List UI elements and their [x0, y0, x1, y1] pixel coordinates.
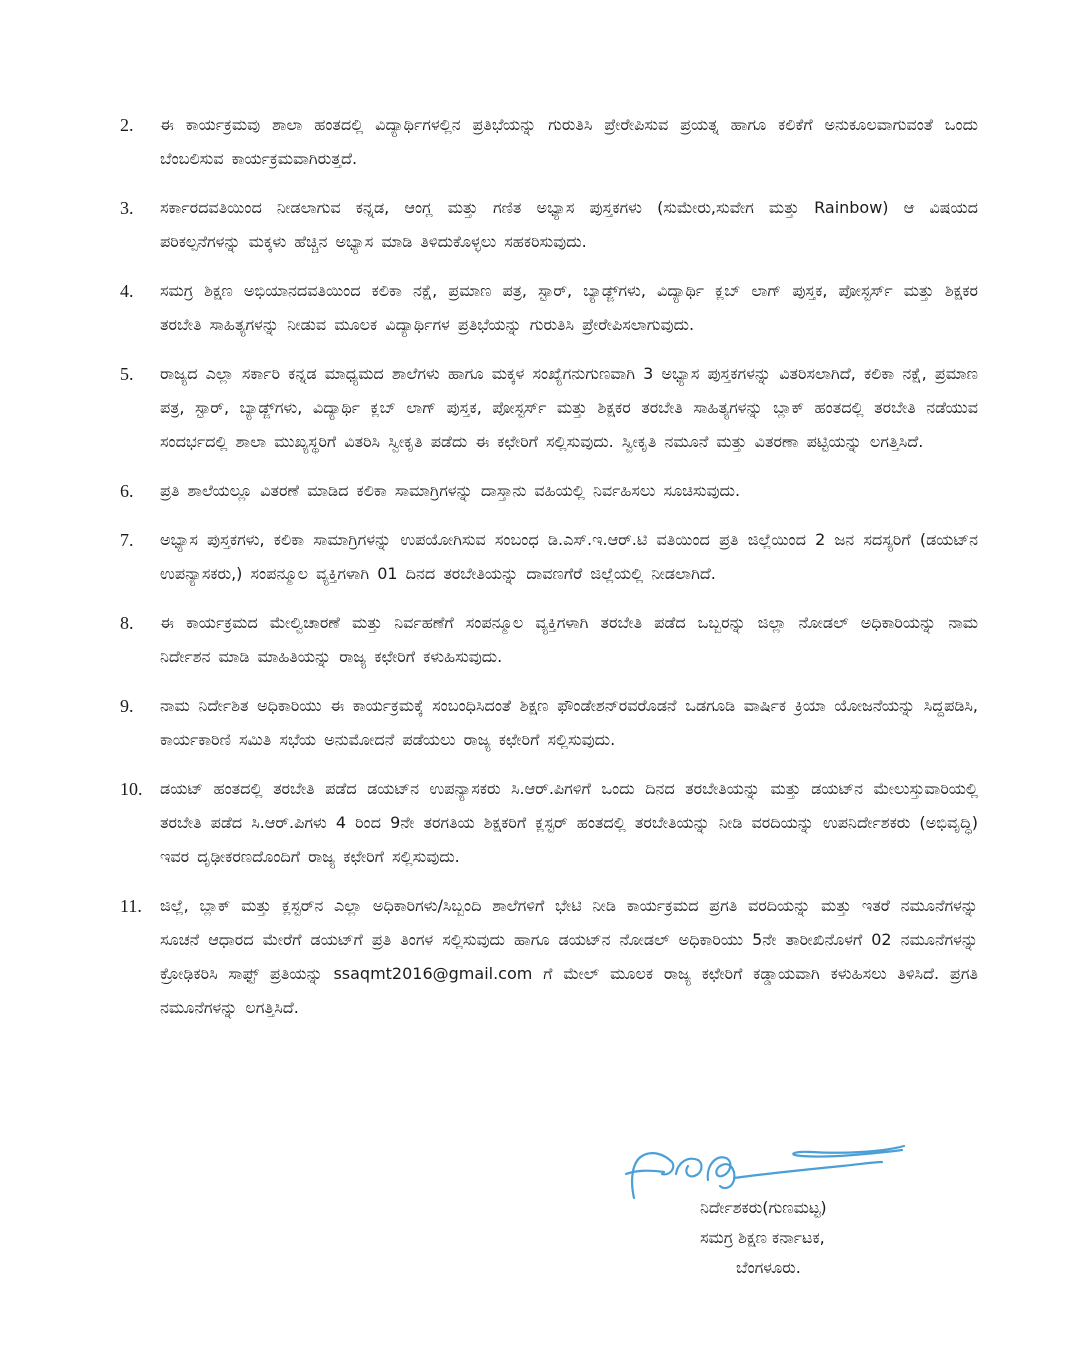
item-text: ಈ ಕಾರ್ಯಕ್ರಮದ ಮೇಲ್ವಿಚಾರಣೆ ಮತ್ತು ನಿರ್ವಹಣೆಗೆ ಸಂಪನ್ಮೂಲ ವ್ಯಕ್ತಿಗಳಾಗಿ ತರಬೇತಿ ಪಡೆದ ಒಬ್ಬರನ್ನು ಜಿಲ್ಲಾ ನೋಡಲ್ ಅಧಿಕಾರಿಯನ್ನು ನಾಮ ನಿರ್ದೇಶನ ಮಾಡಿ ಮಾಹಿತಿಯನ್ನು ರಾಜ್ಯ ಕಛೇರಿಗೆ ಕಳುಹಿಸುವುದು. [160, 613, 978, 666]
item-number: 10. [120, 779, 143, 799]
item-text: ಪ್ರತಿ ಶಾಲೆಯಲ್ಲೂ ವಿತರಣೆ ಮಾಡಿದ ಕಲಿಕಾ ಸಾಮಾಗ್ರಿಗಳನ್ನು ದಾಸ್ತಾನು ವಹಿಯಲ್ಲಿ ನಿರ್ವಹಿಸಲು ಸೂಚಿಸುವುದು. [160, 481, 741, 500]
item-number: 9. [120, 696, 134, 716]
instruction-list [120, 108, 978, 1040]
item-number: 5. [120, 364, 134, 384]
list-item [120, 357, 978, 459]
item-text: ಸರ್ಕಾರದವತಿಯಿಂದ ನೀಡಲಾಗುವ ಕನ್ನಡ, ಆಂಗ್ಲ ಮತ್ತು ಗಣಿತ ಅಭ್ಯಾಸ ಪುಸ್ತಕಗಳು (ಸುಮೇರು,ಸುವೇಗ ಮತ್ತು Rainbow) ಆ ವಿಷಯದ ಪರಿಕಲ್ಪನೆಗಳನ್ನು ಮಕ್ಕಳು ಹೆಚ್ಚಿನ ಅಭ್ಯಾಸ ಮಾಡಿ ತಿಳಿದುಕೊಳ್ಳಲು ಸಹಕರಿಸುವುದು. [160, 198, 978, 251]
signatory-block [690, 1193, 950, 1283]
list-item [120, 108, 978, 176]
item-number: 4. [120, 281, 134, 301]
item-number: 8. [120, 613, 134, 633]
list-item [120, 889, 978, 1025]
signatory-organisation: ಸಮಗ್ರ ಶಿಕ್ಷಣ ಕರ್ನಾಟಕ, [700, 1228, 825, 1247]
list-item [120, 689, 978, 757]
item-text: ಜಿಲ್ಲೆ, ಬ್ಲಾಕ್ ಮತ್ತು ಕ್ಲಸ್ಟರ್‌ನ ಎಲ್ಲಾ ಅಧಿಕಾರಿಗಳು/ಸಿಬ್ಬಂದಿ ಶಾಲೆಗಳಿಗೆ ಭೇಟಿ ನೀಡಿ ಕಾರ್ಯಕ್ರಮದ ಪ್ರಗತಿ ವರದಿಯನ್ನು ಮತ್ತು ಇತರೆ ನಮೂನೆಗಳನ್ನು ಸೂಚನೆ ಆಧಾರದ ಮೇರೆಗೆ ಡಯಟ್‌ಗೆ ಪ್ರತಿ ತಿಂಗಳ ಸಲ್ಲಿಸುವುದು ಹಾಗೂ ಡಯಟ್‌ನ ನೋಡಲ್ ಅಧಿಕಾರಿಯು 5ನೇ ತಾರೀಖಿನೊಳಗೆ 02 ನಮೂನೆಗಳನ್ನು ಕ್ರೋಢಿಕರಿಸಿ ಸಾಫ್ಟ್ ಪ್ರತಿಯನ್ನು ssaqmt2016@gmail.com ಗೆ ಮೇಲ್ ಮೂಲಕ ರಾಜ್ಯ ಕಛೇರಿಗೆ ಕಡ್ಡಾಯವಾಗಿ ಕಳುಹಿಸಲು ತಿಳಿಸಿದೆ. ಪ್ರಗತಿ ನಮೂನೆಗಳನ್ನು ಲಗತ್ತಿಸಿದೆ. [160, 896, 978, 1017]
item-text: ಅಭ್ಯಾಸ ಪುಸ್ತಕಗಳು, ಕಲಿಕಾ ಸಾಮಾಗ್ರಿಗಳನ್ನು ಉಪಯೋಗಿಸುವ ಸಂಬಂಧ ಡಿ.ಎಸ್.ಇ.ಆರ್.ಟಿ ವತಿಯಿಂದ ಪ್ರತಿ ಜಿಲ್ಲೆಯಿಂದ 2 ಜನ ಸದಸ್ಯರಿಗೆ (ಡಯಟ್‌ನ ಉಪನ್ಯಾಸಕರು,) ಸಂಪನ್ಮೂಲ ವ್ಯಕ್ತಿಗಳಾಗಿ 01 ದಿನದ ತರಬೇತಿಯನ್ನು ದಾವಣಗೆರೆ ಜಿಲ್ಲೆಯಲ್ಲಿ ನೀಡಲಾಗಿದೆ. [160, 530, 978, 583]
item-number: 11. [120, 896, 142, 916]
list-item [120, 274, 978, 342]
list-item [120, 523, 978, 591]
list-item [120, 606, 978, 674]
list-item [120, 474, 978, 508]
item-text: ರಾಜ್ಯದ ಎಲ್ಲಾ ಸರ್ಕಾರಿ ಕನ್ನಡ ಮಾಧ್ಯಮದ ಶಾಲೆಗಳು ಹಾಗೂ ಮಕ್ಕಳ ಸಂಖ್ಯೆಗನುಗುಣವಾಗಿ 3 ಅಭ್ಯಾಸ ಪುಸ್ತಕಗಳನ್ನು ವಿತರಿಸಲಾಗಿದೆ, ಕಲಿಕಾ ನಕ್ಷೆ, ಪ್ರಮಾಣ ಪತ್ರ, ಸ್ಟಾರ್, ಬ್ಯಾಡ್ಜ್‌ಗಳು, ವಿದ್ಯಾರ್ಥಿ ಕ್ಲಬ್ ಲಾಗ್ ಪುಸ್ತಕ, ಪೋಸ್ಟರ್ಸ್ ಮತ್ತು ಶಿಕ್ಷಕರ ತರಬೇತಿ ಸಾಹಿತ್ಯಗಳನ್ನು ಬ್ಲಾಕ್ ಹಂತದಲ್ಲಿ ತರಬೇತಿ ನಡೆಯುವ ಸಂದರ್ಭದಲ್ಲಿ ಶಾಲಾ ಮುಖ್ಯಸ್ಥರಿಗೆ ವಿತರಿಸಿ ಸ್ವೀಕೃತಿ ಪಡೆದು ಈ ಕಛೇರಿಗೆ ಸಲ್ಲಿಸುವುದು. ಸ್ವೀಕೃತಿ ನಮೂನೆ ಮತ್ತು ವಿತರಣಾ ಪಟ್ಟಿಯನ್ನು ಲಗತ್ತಿಸಿದೆ. [160, 364, 978, 451]
item-text: ಸಮಗ್ರ ಶಿಕ್ಷಣ ಅಭಿಯಾನದವತಿಯಿಂದ ಕಲಿಕಾ ನಕ್ಷೆ, ಪ್ರಮಾಣ ಪತ್ರ, ಸ್ಟಾರ್, ಬ್ಯಾಡ್ಜ್‌ಗಳು, ವಿದ್ಯಾರ್ಥಿ ಕ್ಲಬ್ ಲಾಗ್ ಪುಸ್ತಕ, ಪೋಸ್ಟರ್ಸ್ ಮತ್ತು ಶಿಕ್ಷಕರ ತರಬೇತಿ ಸಾಹಿತ್ಯಗಳನ್ನು ನೀಡುವ ಮೂಲಕ ವಿದ್ಯಾರ್ಥಿಗಳ ಪ್ರತಿಭೆಯನ್ನು ಗುರುತಿಸಿ ಪ್ರೇರೇಪಿಸಲಾಗುವುದು. [160, 281, 978, 334]
item-text: ಈ ಕಾರ್ಯಕ್ರಮವು ಶಾಲಾ ಹಂತದಲ್ಲಿ ವಿದ್ಯಾರ್ಥಿಗಳಲ್ಲಿನ ಪ್ರತಿಭೆಯನ್ನು ಗುರುತಿಸಿ ಪ್ರೇರೇಪಿಸುವ ಪ್ರಯತ್ನ ಹಾಗೂ ಕಲಿಕೆಗೆ ಅನುಕೂಲವಾಗುವಂತೆ ಒಂದು ಬೆಂಬಲಿಸುವ ಕಾರ್ಯಕ್ರಮವಾಗಿರುತ್ತದೆ. [160, 115, 978, 168]
item-number: 7. [120, 530, 134, 550]
list-item [120, 772, 978, 874]
signatory-place: ಬೆಂಗಳೂರು. [736, 1258, 801, 1277]
item-number: 6. [120, 481, 134, 501]
item-text: ನಾಮ ನಿರ್ದೇಶಿತ ಅಧಿಕಾರಿಯು ಈ ಕಾರ್ಯಕ್ರಮಕ್ಕೆ ಸಂಬಂಧಿಸಿದಂತೆ ಶಿಕ್ಷಣ ಫೌಂಡೇಶನ್‌ರವರೊಡನೆ ಒಡಗೂಡಿ ವಾರ್ಷಿಕ ಕ್ರಿಯಾ ಯೋಜನೆಯನ್ನು ಸಿದ್ದಪಡಿಸಿ, ಕಾರ್ಯಕಾರಿಣಿ ಸಮಿತಿ ಸಭೆಯ ಅನುಮೋದನೆ ಪಡೆಯಲು ರಾಜ್ಯ ಕಛೇರಿಗೆ ಸಲ್ಲಿಸುವುದು. [160, 696, 978, 749]
item-number: 3. [120, 198, 134, 218]
item-text: ಡಯಟ್ ಹಂತದಲ್ಲಿ ತರಬೇತಿ ಪಡೆದ ಡಯಟ್‌ನ ಉಪನ್ಯಾಸಕರು ಸಿ.ಆರ್.ಪಿಗಳಿಗೆ ಒಂದು ದಿನದ ತರಬೇತಿಯನ್ನು ಮತ್ತು ಡಯಟ್‌ನ ಮೇಲುಸ್ತುವಾರಿಯಲ್ಲಿ ತರಬೇತಿ ಪಡೆದ ಸಿ.ಆರ್.ಪಿಗಳು 4 ರಿಂದ 9ನೇ ತರಗತಿಯ ಶಿಕ್ಷಕರಿಗೆ ಕ್ಲಸ್ಟರ್ ಹಂತದಲ್ಲಿ ತರಬೇತಿಯನ್ನು ನೀಡಿ ವರದಿಯನ್ನು ಉಪನಿರ್ದೇಶಕರು (ಅಭಿವೃದ್ಧಿ) ಇವರ ದೃಢೀಕರಣದೊಂದಿಗೆ ರಾಜ್ಯ ಕಛೇರಿಗೆ ಸಲ್ಲಿಸುವುದು. [160, 779, 978, 866]
list-item [120, 191, 978, 259]
signature-strokes [626, 1146, 904, 1198]
item-number: 2. [120, 115, 134, 135]
signatory-designation: ನಿರ್ದೇಶಕರು(ಗುಣಮಟ್ಟ) [700, 1198, 827, 1217]
